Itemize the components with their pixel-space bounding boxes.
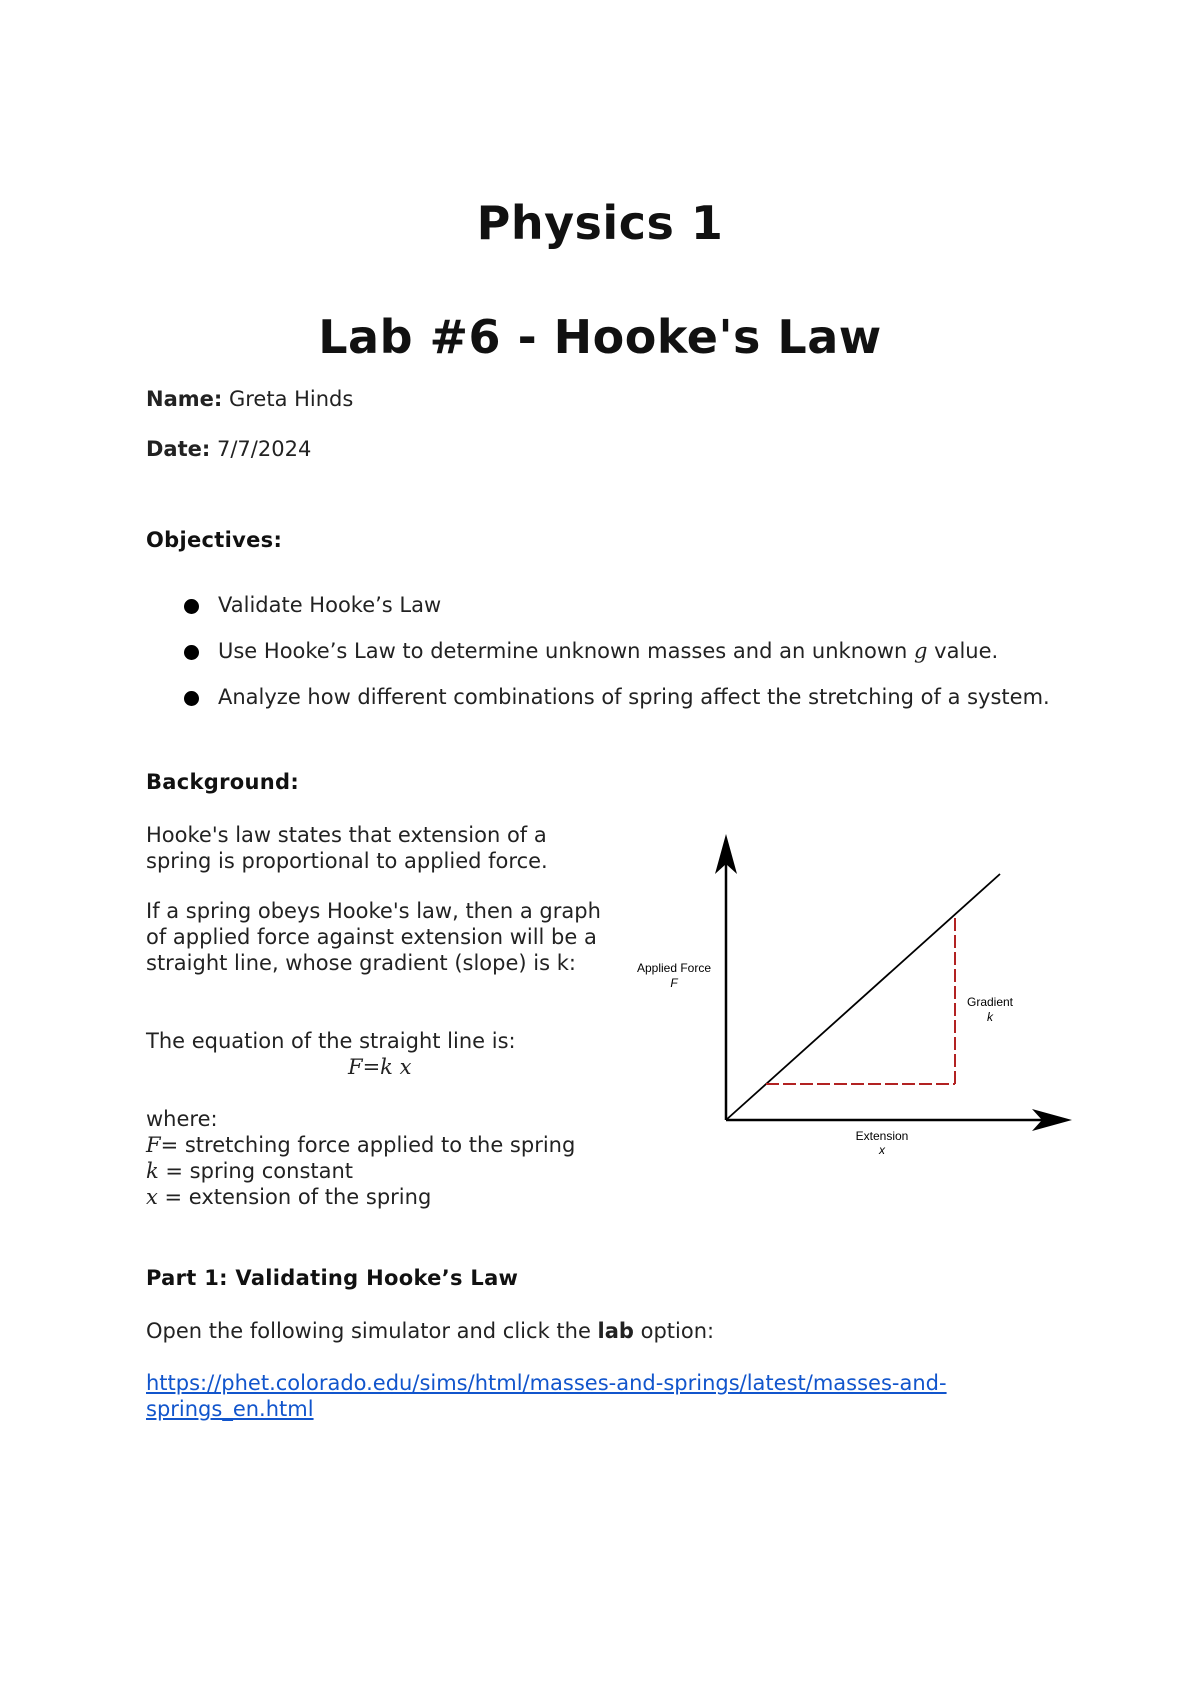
bullet-icon bbox=[184, 599, 199, 614]
bullet-icon bbox=[184, 645, 199, 660]
definition-row: x = extension of the spring bbox=[146, 1185, 432, 1209]
hookes-law-graph bbox=[620, 830, 1080, 1160]
definition-row: F= stretching force applied to the spring bbox=[146, 1133, 576, 1157]
y-axis-symbol: F bbox=[670, 976, 678, 990]
name-label: Name: bbox=[146, 387, 223, 411]
part1-instruction: Open the following simulator and click the lab option: bbox=[146, 1319, 715, 1343]
objective-item: Use Hooke’s Law to determine unknown masses and an unknown g value. bbox=[180, 634, 1060, 668]
date-row bbox=[146, 436, 311, 462]
gradient-symbol: k bbox=[987, 1010, 993, 1024]
name-row bbox=[146, 386, 353, 412]
bullet-icon bbox=[184, 691, 199, 706]
objective-item: Analyze how different combinations of spring affect the stretching of a system. bbox=[180, 680, 1060, 714]
date-value: 7/7/2024 bbox=[216, 437, 312, 461]
gradient-label: Gradient bbox=[966, 995, 1014, 1009]
background-para-1: Hooke's law states that extension of a spring is proportional to applied force. bbox=[146, 823, 548, 873]
definition-row: k = spring constant bbox=[146, 1159, 354, 1183]
simulator-link[interactable]: https://phet.colorado.edu/sims/html/masses-and-springs/latest/masses-and- springs_en.html bbox=[146, 1371, 947, 1421]
date-label: Date: bbox=[146, 437, 211, 461]
name-value: Greta Hinds bbox=[228, 387, 354, 411]
part1-heading: Part 1: Validating Hooke’s Law bbox=[146, 1266, 519, 1290]
simulator-link-block bbox=[146, 1370, 1066, 1422]
background-para-2: If a spring obeys Hooke's law, then a graph of applied force against extension will be a straight line, whose gradient (slope) is k: bbox=[146, 899, 601, 975]
objectives-heading: Objectives: bbox=[146, 528, 283, 552]
background-para-3: The equation of the straight line is: bbox=[146, 1029, 516, 1053]
x-axis-label: Extension bbox=[855, 1129, 909, 1143]
page-title: Physics 1 bbox=[476, 196, 724, 250]
equation: F=k x bbox=[348, 1055, 412, 1079]
y-axis-label: Applied Force bbox=[636, 961, 712, 975]
where-label: where: bbox=[146, 1107, 218, 1131]
lab-title: Lab #6 - Hooke's Law bbox=[318, 310, 882, 364]
x-axis-symbol: x bbox=[879, 1143, 885, 1157]
objective-item: Validate Hooke’s Law bbox=[180, 588, 1060, 622]
background-heading: Background: bbox=[146, 770, 300, 794]
